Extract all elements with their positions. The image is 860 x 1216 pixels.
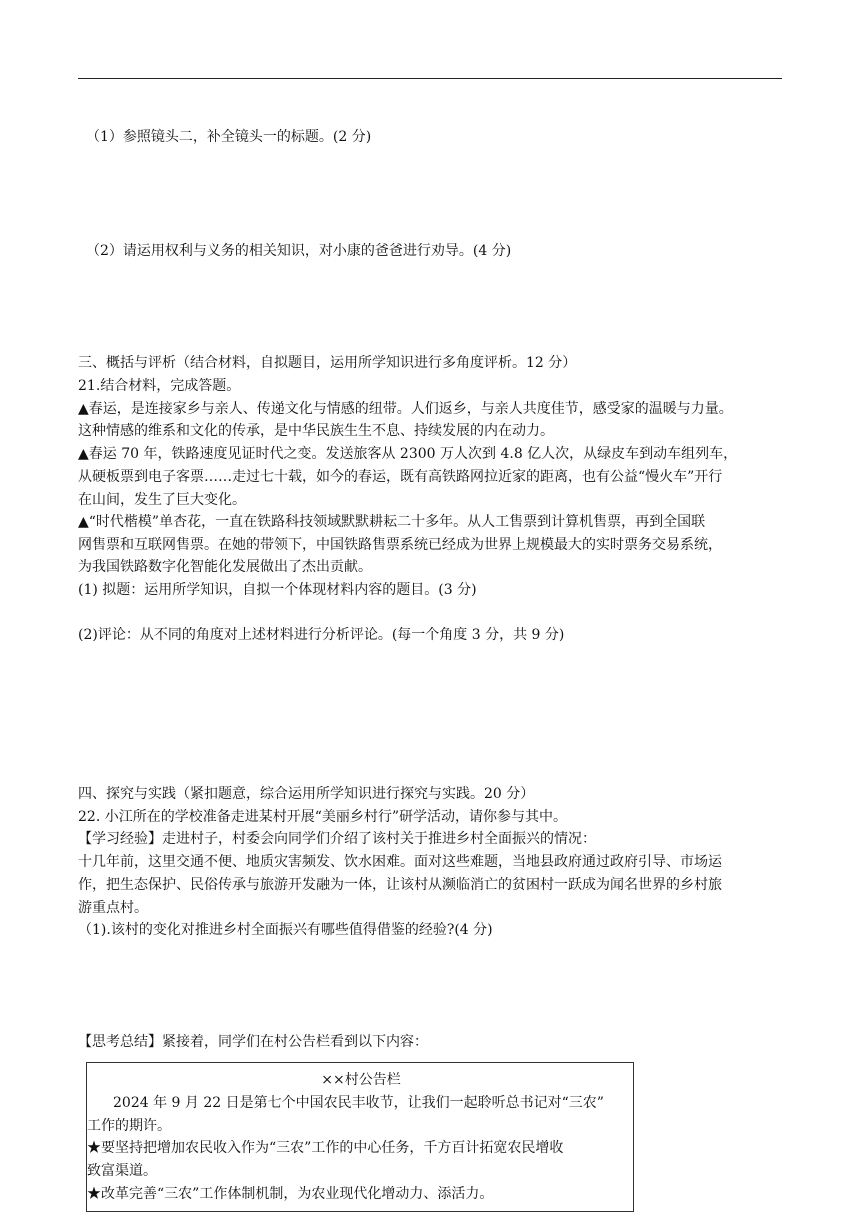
notice-line: 2024 年 9 月 22 日是第七个中国农民丰收节，让我们一起聆听总书记对“三农” [113,1095,604,1111]
notice-board [86,1062,634,1212]
q21-material-line: 网售票和互联网售票。在她的带领下，中国铁路售票系统已经成为世界上规模最大的实时票务交易系统， [78,537,722,553]
q22-experience-intro: 【学习经验】走进村子，村委会向同学们介绍了该村关于推进乡村全面振兴的情况： [78,831,596,847]
q22-sub1: （1).该村的变化对推进乡村全面振兴有哪些值得借鉴的经验?(4 分) [78,922,493,938]
q21-material-line: ▲春运，是连接家乡与亲人、传递文化与情感的纽带。人们返乡，与亲人共度佳节，感受家的温暖与力量。 [78,401,733,417]
q21-sub2: (2)评论：从不同的角度对上述材料进行分析评论。(每一个角度 3 分，共 9 分) [78,627,565,643]
q21-material-line: ▲“时代楷模”单杏花，一直在铁路科技领域默默耕耘二十多年。从人工售票到计算机售票，再到全国联 [78,514,706,530]
q21-sub1: (1) 拟题：运用所学知识，自拟一个体现材料内容的题目。(3 分) [78,582,477,598]
section4-heading: 四、探究与实践（紧扣题意，综合运用所学知识进行探究与实践。20 分） [78,786,535,802]
header-rule [78,78,782,79]
q22-experience-line: 游重点村。 [78,900,148,916]
notice-title: ××村公告栏 [321,1072,401,1088]
q21-material-line: 为我国铁路数字化智能化发展做出了杰出贡献。 [78,559,372,575]
q22-experience-line: 作，把生态保护、民俗传承与旅游开发融为一体，让该村从濒临消亡的贫困村一跃成为闻名世界的乡村旅 [78,877,722,893]
notice-line: 致富渠道。 [87,1163,157,1179]
q21-material-line: ▲春运 70 年，铁路速度见证时代之变。发送旅客从 2300 万人次到 4.8 亿人次，从绿皮车到动车组列车， [78,446,738,462]
q22-summary-intro: 【思考总结】紧接着，同学们在村公告栏看到以下内容： [78,1034,428,1050]
notice-line: ★要坚持把增加农民收入作为“三农”工作的中心任务，千方百计拓宽农民增收 [87,1140,564,1156]
q21-material-line: 在山间，发生了巨大变化。 [78,492,246,508]
q22-title: 22. 小江所在的学校准备走进某村开展“美丽乡村行”研学活动，请你参与其中。 [78,809,568,825]
q20-sub1: （1）参照镜头二，补全镜头一的标题。(2 分) [86,129,372,145]
q22-experience-line: 十几年前，这里交通不便、地质灾害频发、饮水困难。面对这些难题，当地县政府通过政府引导、市场运 [78,854,722,870]
section3-heading: 三、概括与评析（结合材料，自拟题目，运用所学知识进行多角度评析。12 分） [78,355,577,371]
q20-sub2: （2）请运用权利与义务的相关知识，对小康的爸爸进行劝导。(4 分) [86,243,512,259]
notice-line: ★改革完善“三农”工作体制机制，为农业现代化增动力、添活力。 [87,1186,494,1202]
notice-line: 工作的期许。 [87,1118,171,1134]
q21-material-line: 这种情感的维系和文化的传承，是中华民族生生不息、持续发展的内在动力。 [78,423,554,439]
q21-material-line: 从硬板票到电子客票……走过七十载，如今的春运，既有高铁路网拉近家的距离，也有公益“慢火车”开行 [78,469,723,485]
q21-title: 21.结合材料，完成答题。 [78,378,241,394]
